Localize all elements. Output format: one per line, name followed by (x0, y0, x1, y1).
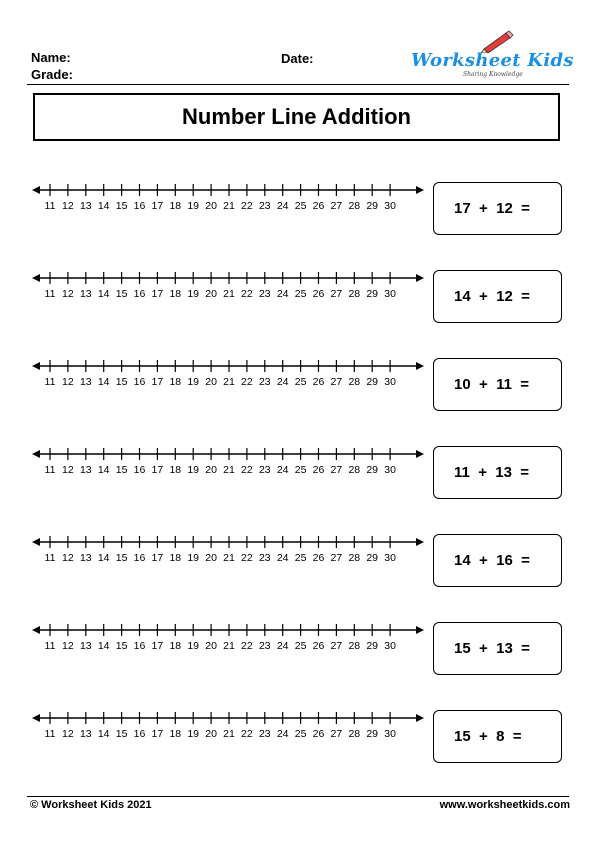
arrow-left-icon (32, 714, 40, 722)
tick-label: 22 (241, 728, 253, 740)
answer-box[interactable] (433, 622, 562, 675)
tick-label: 24 (276, 376, 289, 388)
tick-label: 13 (79, 728, 92, 740)
tick-label: 26 (312, 640, 325, 652)
tick-label: 21 (223, 464, 235, 476)
header-divider (27, 84, 569, 85)
tick-label: 15 (115, 728, 128, 740)
tick-label: 20 (205, 464, 217, 476)
tick-label: 20 (205, 552, 217, 564)
tick-label: 16 (133, 376, 146, 388)
answer-box[interactable] (433, 534, 562, 587)
tick-label: 24 (276, 640, 289, 652)
tick-label: 23 (258, 376, 271, 388)
tick-label: 29 (366, 728, 379, 740)
logo-tagline: Sharing Knowledge (463, 71, 523, 78)
tick-label: 25 (294, 376, 307, 388)
tick-label: 15 (115, 288, 128, 300)
tick-label: 26 (312, 200, 325, 212)
tick-label: 23 (258, 288, 271, 300)
tick-label: 15 (115, 200, 128, 212)
tick-label: 17 (151, 464, 164, 476)
arrow-left-icon (32, 626, 40, 634)
tick-label: 30 (384, 376, 396, 388)
page-title-text: Number Line Addition (182, 104, 411, 129)
tick-label: 23 (258, 464, 271, 476)
tick-label: 29 (366, 552, 379, 564)
tick-label: 16 (133, 552, 146, 564)
tick-label: 13 (79, 376, 92, 388)
tick-label: 15 (115, 552, 128, 564)
tick-label: 19 (187, 288, 200, 300)
problem-expression: 11 + 13 = (454, 464, 530, 481)
tick-label: 30 (384, 464, 396, 476)
tick-label: 24 (276, 288, 289, 300)
tick-label: 14 (97, 376, 110, 388)
footer-divider (27, 796, 569, 797)
number-line (32, 622, 424, 662)
tick-label: 12 (62, 376, 74, 388)
tick-label: 25 (294, 728, 307, 740)
arrow-left-icon (32, 186, 40, 194)
tick-label: 29 (366, 288, 379, 300)
arrow-right-icon (416, 538, 424, 546)
tick-label: 27 (330, 728, 343, 740)
footer-website: www.worksheetkids.com (439, 799, 570, 811)
date-label: Date: (281, 51, 314, 66)
tick-label: 30 (384, 640, 396, 652)
tick-label: 17 (151, 552, 164, 564)
tick-label: 11 (44, 464, 56, 476)
tick-label: 17 (151, 200, 164, 212)
tick-label: 14 (97, 464, 110, 476)
grade-label: Grade: (31, 67, 73, 82)
worksheet-kids-logo (408, 29, 574, 81)
tick-label: 27 (330, 552, 343, 564)
number-line (32, 182, 424, 222)
problem-expression: 14 + 16 = (454, 552, 530, 569)
tick-label: 15 (115, 376, 128, 388)
tick-label: 21 (223, 640, 235, 652)
tick-label: 11 (44, 200, 56, 212)
tick-label: 18 (169, 376, 182, 388)
tick-label: 14 (97, 640, 110, 652)
tick-label: 23 (258, 728, 271, 740)
tick-label: 25 (294, 464, 307, 476)
tick-label: 20 (205, 376, 217, 388)
tick-label: 11 (44, 376, 56, 388)
arrow-left-icon (32, 274, 40, 282)
tick-label: 17 (151, 640, 164, 652)
tick-label: 14 (97, 728, 110, 740)
name-label: Name: (31, 50, 71, 65)
tick-label: 16 (133, 640, 146, 652)
arrow-right-icon (416, 626, 424, 634)
number-line (32, 446, 424, 486)
tick-label: 26 (312, 464, 325, 476)
tick-label: 24 (276, 200, 289, 212)
tick-label: 24 (276, 464, 289, 476)
answer-box[interactable] (433, 270, 562, 323)
tick-label: 17 (151, 376, 164, 388)
tick-label: 28 (348, 288, 361, 300)
tick-label: 20 (205, 200, 217, 212)
tick-label: 20 (205, 640, 217, 652)
tick-label: 25 (294, 200, 307, 212)
tick-label: 25 (294, 288, 307, 300)
tick-label: 16 (133, 728, 146, 740)
tick-label: 25 (294, 552, 307, 564)
arrow-right-icon (416, 274, 424, 282)
tick-label: 18 (169, 728, 182, 740)
tick-label: 22 (241, 464, 253, 476)
answer-box[interactable] (433, 358, 562, 411)
tick-label: 13 (79, 640, 92, 652)
tick-label: 23 (258, 640, 271, 652)
tick-label: 21 (223, 376, 235, 388)
number-line (32, 358, 424, 398)
arrow-right-icon (416, 186, 424, 194)
tick-label: 21 (223, 552, 235, 564)
arrow-right-icon (416, 714, 424, 722)
tick-label: 16 (133, 200, 146, 212)
problem-expression: 10 + 11 = (454, 376, 530, 393)
tick-label: 28 (348, 376, 361, 388)
tick-label: 12 (62, 728, 74, 740)
tick-label: 25 (294, 640, 307, 652)
answer-box[interactable] (433, 182, 562, 235)
tick-label: 13 (79, 552, 92, 564)
tick-label: 24 (276, 552, 289, 564)
tick-label: 30 (384, 200, 396, 212)
tick-label: 19 (187, 640, 200, 652)
tick-label: 24 (276, 728, 289, 740)
tick-label: 28 (348, 552, 361, 564)
tick-label: 13 (79, 288, 92, 300)
tick-label: 19 (187, 728, 200, 740)
tick-label: 21 (223, 200, 235, 212)
tick-label: 27 (330, 464, 343, 476)
tick-label: 28 (348, 200, 361, 212)
tick-label: 29 (366, 200, 379, 212)
tick-label: 11 (44, 288, 56, 300)
tick-label: 22 (241, 288, 253, 300)
tick-label: 12 (62, 552, 74, 564)
answer-box[interactable] (433, 446, 562, 499)
tick-label: 21 (223, 728, 235, 740)
tick-label: 29 (366, 376, 379, 388)
tick-label: 22 (241, 640, 253, 652)
tick-label: 26 (312, 288, 325, 300)
arrow-right-icon (416, 450, 424, 458)
tick-label: 20 (205, 728, 217, 740)
tick-label: 30 (384, 288, 396, 300)
tick-label: 27 (330, 200, 343, 212)
tick-label: 22 (241, 552, 253, 564)
number-line (32, 270, 424, 310)
tick-label: 27 (330, 376, 343, 388)
tick-label: 16 (133, 288, 146, 300)
tick-label: 18 (169, 200, 182, 212)
arrow-left-icon (32, 538, 40, 546)
tick-label: 14 (97, 288, 110, 300)
tick-label: 26 (312, 552, 325, 564)
tick-label: 23 (258, 200, 271, 212)
footer-copyright: © Worksheet Kids 2021 (30, 799, 152, 811)
tick-label: 22 (241, 200, 253, 212)
tick-label: 11 (44, 552, 56, 564)
arrow-left-icon (32, 362, 40, 370)
problem-expression: 15 + 8 = (454, 728, 522, 745)
tick-label: 28 (348, 464, 361, 476)
tick-label: 17 (151, 288, 164, 300)
tick-label: 27 (330, 640, 343, 652)
tick-label: 11 (44, 728, 56, 740)
tick-label: 16 (133, 464, 146, 476)
tick-label: 12 (62, 200, 74, 212)
tick-label: 19 (187, 552, 200, 564)
tick-label: 15 (115, 464, 128, 476)
tick-label: 17 (151, 728, 164, 740)
tick-label: 18 (169, 640, 182, 652)
tick-label: 12 (62, 288, 74, 300)
tick-label: 20 (205, 288, 217, 300)
tick-label: 15 (115, 640, 128, 652)
tick-label: 14 (97, 552, 110, 564)
tick-label: 19 (187, 464, 200, 476)
logo-text: Worksheet Kids (411, 50, 574, 71)
page-title (33, 93, 560, 141)
tick-label: 26 (312, 728, 325, 740)
tick-label: 21 (223, 288, 235, 300)
tick-label: 18 (169, 552, 182, 564)
tick-label: 11 (44, 640, 56, 652)
problem-expression: 14 + 12 = (454, 288, 530, 305)
tick-label: 14 (97, 200, 110, 212)
number-line (32, 534, 424, 574)
tick-label: 18 (169, 464, 182, 476)
tick-label: 12 (62, 640, 74, 652)
answer-box[interactable] (433, 710, 562, 763)
number-line (32, 710, 424, 750)
arrow-left-icon (32, 450, 40, 458)
tick-label: 28 (348, 640, 361, 652)
problem-expression: 15 + 13 = (454, 640, 530, 657)
tick-label: 26 (312, 376, 325, 388)
tick-label: 18 (169, 288, 182, 300)
tick-label: 28 (348, 728, 361, 740)
tick-label: 19 (187, 376, 200, 388)
tick-label: 30 (384, 728, 396, 740)
tick-label: 13 (79, 200, 92, 212)
tick-label: 30 (384, 552, 396, 564)
tick-label: 12 (62, 464, 74, 476)
tick-label: 23 (258, 552, 271, 564)
tick-label: 22 (241, 376, 253, 388)
tick-label: 13 (79, 464, 92, 476)
tick-label: 19 (187, 200, 200, 212)
tick-label: 27 (330, 288, 343, 300)
tick-label: 29 (366, 640, 379, 652)
tick-label: 29 (366, 464, 379, 476)
arrow-right-icon (416, 362, 424, 370)
problem-expression: 17 + 12 = (454, 200, 530, 217)
